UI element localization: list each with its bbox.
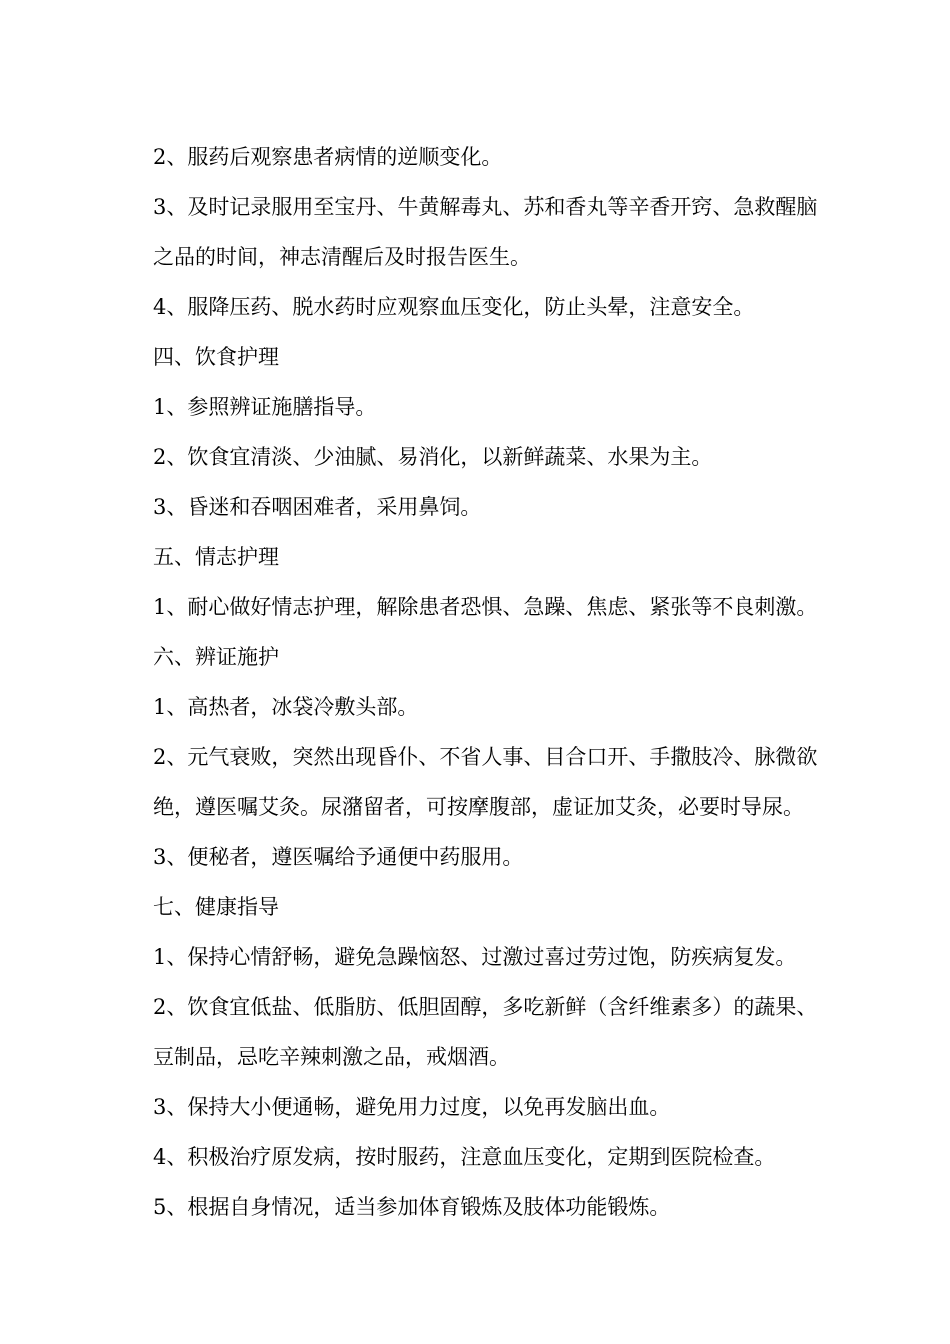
- text-line-6: 1、参照辨证施膳指导。: [153, 395, 377, 419]
- text-line-7: 2、饮食宜清淡、少油腻、易消化，以新鲜蔬菜、水果为主。: [153, 445, 713, 469]
- text-line-22: 5、根据自身情况，适当参加体育锻炼及肢体功能锻炼。: [153, 1195, 671, 1219]
- section-heading-diet-care: 四、饮食护理: [153, 345, 279, 369]
- text-line-2: 3、及时记录服用至宝丹、牛黄解毒丸、苏和香丸等辛香开窍、急救醒脑: [153, 195, 818, 219]
- text-line-10: 1、耐心做好情志护理，解除患者恐惧、急躁、焦虑、紧张等不良刺激。: [153, 595, 818, 619]
- text-line-19: 豆制品，忌吃辛辣刺激之品，戒烟酒。: [153, 1045, 510, 1069]
- text-line-18: 2、饮食宜低盐、低脂肪、低胆固醇，多吃新鲜（含纤维素多）的蔬果、: [153, 995, 818, 1019]
- text-line-21: 4、积极治疗原发病，按时服药，注意血压变化，定期到医院检查。: [153, 1145, 776, 1169]
- section-heading-health-guidance: 七、健康指导: [153, 895, 279, 919]
- text-line-14: 绝，遵医嘱艾灸。尿潴留者，可按摩腹部，虚证加艾灸，必要时导尿。: [153, 795, 804, 819]
- section-heading-emotional-care: 五、情志护理: [153, 545, 279, 569]
- section-heading-syndrome-care: 六、辨证施护: [153, 645, 279, 669]
- text-line-3: 之品的时间，神志清醒后及时报告医生。: [153, 245, 531, 269]
- text-line-15: 3、便秘者，遵医嘱给予通便中药服用。: [153, 845, 524, 869]
- document-body: [153, 132, 853, 1232]
- text-line-8: 3、昏迷和吞咽困难者，采用鼻饲。: [153, 495, 482, 519]
- text-line-12: 1、高热者，冰袋冷敷头部。: [153, 695, 419, 719]
- text-line-13: 2、元气衰败，突然出现昏仆、不省人事、目合口开、手撒肢冷、脉微欲: [153, 745, 818, 769]
- text-line-1: 2、服药后观察患者病情的逆顺变化。: [153, 145, 503, 169]
- text-line-4: 4、服降压药、脱水药时应观察血压变化，防止头晕，注意安全。: [153, 295, 755, 319]
- text-line-17: 1、保持心情舒畅，避免急躁恼怒、过激过喜过劳过饱，防疾病复发。: [153, 945, 797, 969]
- text-line-20: 3、保持大小便通畅，避免用力过度，以免再发脑出血。: [153, 1095, 671, 1119]
